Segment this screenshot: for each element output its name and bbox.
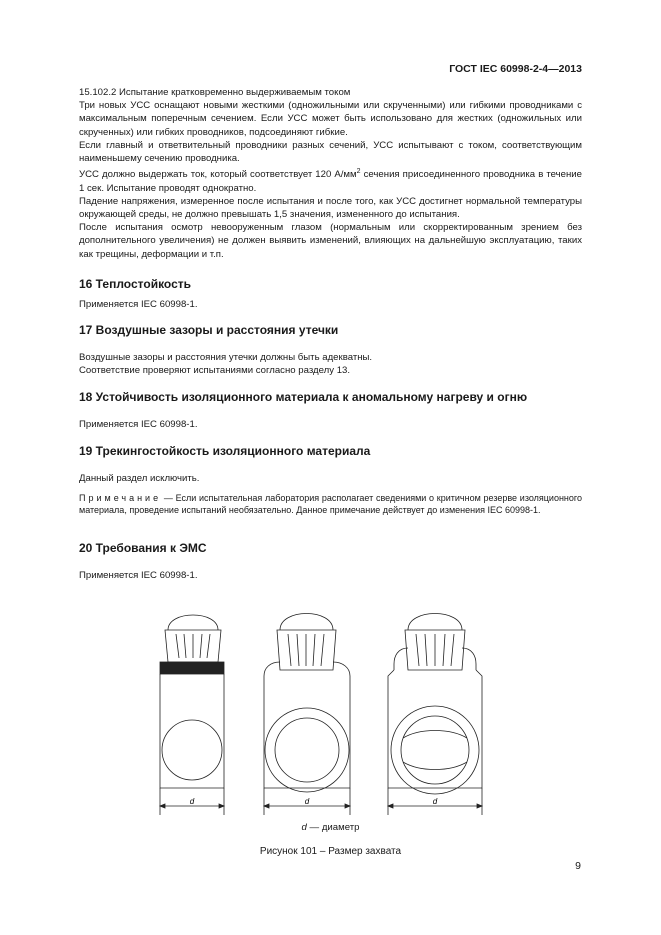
text-run: сечения присоединенного проводника в течение 1 сек. Испытание проводят однократно. bbox=[79, 169, 583, 194]
legend-symbol: d bbox=[301, 822, 307, 833]
section-20-title: 20 Требования к ЭМС bbox=[79, 541, 207, 555]
dimension-label: d bbox=[432, 797, 438, 806]
section-17-text: Соответствие проверяют испытаниями согласно разделу 13. bbox=[79, 365, 351, 376]
section-17-text: Воздушные зазоры и расстояния утечки должны быть адекватны. bbox=[79, 352, 373, 363]
section-19-note bbox=[79, 492, 582, 516]
legend-text: — диаметр bbox=[306, 822, 360, 833]
section-18-text: Применяется IEC 60998-1. bbox=[79, 419, 198, 430]
subclause-title: 15.102.2 Испытание кратковременно выдерживаемым током bbox=[79, 87, 351, 98]
section-16-text: Применяется IEC 60998-1. bbox=[79, 299, 198, 310]
connector-drawing-2 bbox=[264, 614, 350, 816]
paragraph: Три новых УСС оснащают новыми жесткими (одножильными или скрученными) или гибкими проводниками с максимальным поперечным сечением. Если УСС может быть использовано для жестких (одножильных или скрученных) или гибких проводников, подсоединяют гибкие. bbox=[79, 100, 582, 138]
note-label: Примечание bbox=[79, 493, 162, 503]
page-number: 9 bbox=[575, 860, 581, 872]
intro-block bbox=[79, 86, 582, 261]
figure-legend bbox=[0, 822, 661, 833]
connector-drawing-3 bbox=[388, 614, 482, 816]
section-17-title: 17 Воздушные зазоры и расстояния утечки bbox=[79, 323, 339, 337]
paragraph bbox=[79, 165, 582, 195]
superscript: 2 bbox=[356, 168, 361, 176]
section-20-text: Применяется IEC 60998-1. bbox=[79, 570, 198, 581]
text-run: УСС должно выдержать ток, который соответствует 120 А/мм bbox=[79, 169, 357, 181]
document-header: ГОСТ IEC 60998-2-4—2013 bbox=[449, 63, 582, 75]
figure-caption: Рисунок 101 – Размер захвата bbox=[259, 846, 402, 857]
section-18-title: 18 Устойчивость изоляционного материала к аномальному нагреву и огню bbox=[79, 390, 528, 404]
connector-drawing-1 bbox=[160, 615, 224, 815]
dimension-label: d bbox=[189, 797, 195, 806]
note-text: — Если испытательная лаборатория располагает сведениями о критичном резерве изоляционного материала, проведение испытаний необязательно. Данное примечание действует до изменения IEC 60998-1. bbox=[79, 493, 582, 515]
section-16-title: 16 Теплостойкость bbox=[79, 277, 192, 291]
section-19-text: Данный раздел исключить. bbox=[79, 473, 200, 484]
grip-size-figure bbox=[150, 600, 510, 815]
section-19-title: 19 Трекингостойкость изоляционного материала bbox=[79, 444, 371, 458]
dimension-label: d bbox=[304, 797, 310, 806]
paragraph: Если главный и ответвительный проводники разных сечений, УСС испытывают с током, соответствующим наименьшему сечению проводника. bbox=[79, 139, 582, 165]
paragraph: Падение напряжения, измеренное после испытания и после того, как УСС достигнет нормальной температуры окружающей среды, не должно превышать 1,5 значения, измененного до испытания. bbox=[79, 195, 582, 221]
paragraph: После испытания осмотр невооруженным глазом (нормальным или скорректированным зрением без дополнительного увеличения) не должен выявить изменений, влияющих на дальнейшую эксплуатацию, таких как трещины, деформации и т.п. bbox=[79, 222, 582, 260]
